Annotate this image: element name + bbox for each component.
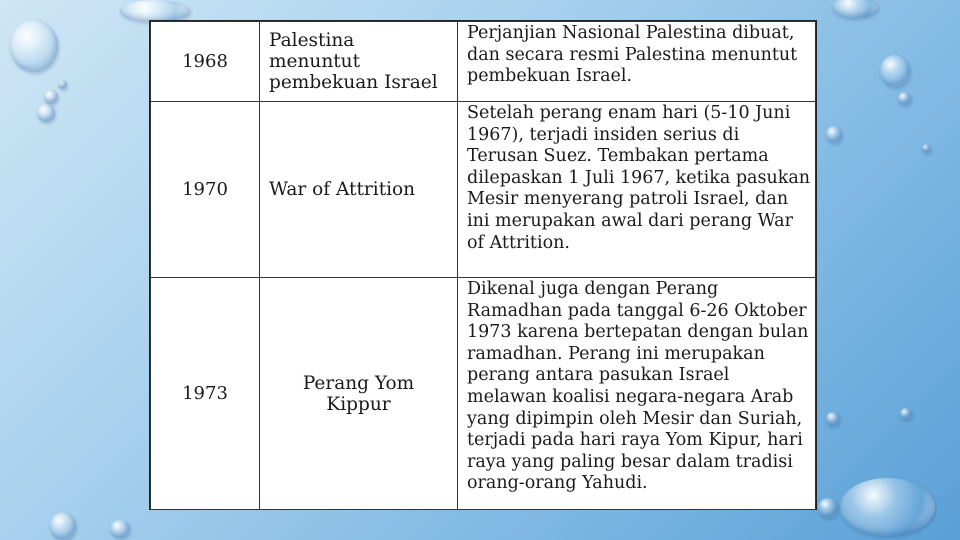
water-drop-decoration [37,104,55,122]
table-row [151,278,816,510]
description-cell: Dikenal juga dengan Perang Ramadhan pada tanggal 6-26 Oktober 1973 karena bertepatan dengan bulan ramadhan. Perang ini merupakan perang antara pasukan Israel melawan koalisi negara-negara Arab yang dipimpin oleh Mesir dan Suriah, terjadi pada hari raya Yom Kipur, hari raya yang paling besar dalam tradisi orang-orang Yahudi. [458,278,816,510]
year-cell: 1970 [151,102,260,278]
event-cell: War of Attrition [260,102,458,278]
water-drop-decoration [898,92,911,105]
water-drop-decoration [58,80,67,89]
water-drop-decoration [44,90,58,104]
water-drop-decoration [922,144,931,153]
event-cell: Perang Yom Kippur [260,278,458,510]
water-drop-decoration [840,478,935,536]
description-cell: Setelah perang enam hari (5-10 Juni 1967), terjadi insiden serius di Terusan Suez. Tembakan pertama dilepaskan 1 Juli 1967, ketika pasukan Mesir menyerang patroli Israel, dan ini merupakan awal dari perang War of Attrition. [458,102,816,278]
table-row [151,22,816,102]
water-drop-decoration [826,412,840,426]
history-table [149,20,817,510]
water-drop-decoration [50,512,76,540]
water-drop-decoration [818,498,838,518]
event-cell: Palestina menuntut pembekuan Israel [260,22,458,102]
history-table-grid [150,21,816,510]
water-drop-decoration [120,0,190,22]
water-drop-decoration [900,408,912,420]
year-cell: 1973 [151,278,260,510]
water-drop-decoration [826,126,842,143]
water-drop-decoration [10,20,58,72]
water-drop-decoration [880,55,910,87]
table-row [151,102,816,278]
description-cell: Perjanjian Nasional Palestina dibuat, dan secara resmi Palestina menuntut pembekuan Israel. [458,22,816,102]
water-drop-decoration [832,0,878,18]
year-cell: 1968 [151,22,260,102]
water-drop-decoration [110,520,130,538]
